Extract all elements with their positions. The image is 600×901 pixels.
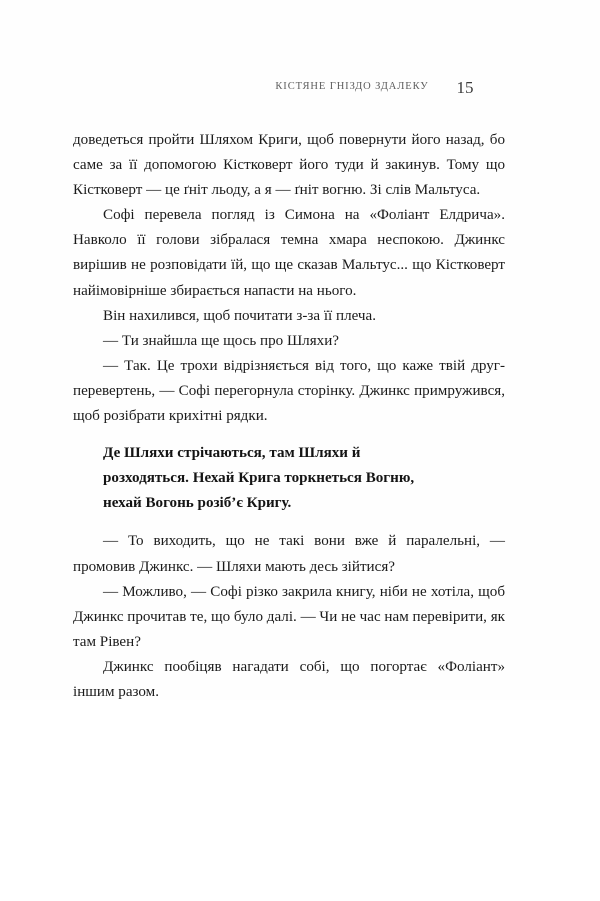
block-quote-text: Де Шляхи стрічаються, там Шляхи й розходяться. Нехай Крига торкнеться Вогню, нехай Вогонь розіб’є Кригу. bbox=[103, 445, 415, 512]
spacer bbox=[73, 429, 505, 441]
blank-page-bottom bbox=[0, 700, 600, 901]
dialogue-line: — Так. Це трохи відрізняється від того, що каже твій друг-перевертень, — Софі перегорнула сторінку. Джинкс примружився, щоб розібрати крихітні рядки. bbox=[73, 357, 505, 425]
dialogue-line: — Ти знайшла ще щось про Шляхи? bbox=[103, 332, 339, 349]
page-header-area bbox=[73, 0, 485, 110]
body-text-block bbox=[73, 128, 505, 705]
page-number: 15 bbox=[456, 78, 474, 97]
paragraph-continuation: доведеться пройти Шляхом Криги, щоб повернути його назад, бо саме за її допомогою Кістковерт його туди й закинув. Тому що Кістковерт — це ґніт льоду, а я — ґніт вогню. Зі слів Мальтуса. bbox=[73, 132, 505, 199]
dialogue-line: — То виходить, що не такі вони вже й паралельні, — промовив Джинкс. — Шляхи мають десь зійтися? bbox=[73, 533, 505, 575]
dialogue-line: — Можливо, — Софі різко закрила книгу, ніби не хотіла, щоб Джинкс прочитав те, що було далі. — Чи не час нам перевірити, як там Рівен? bbox=[73, 583, 505, 650]
spacer bbox=[73, 516, 505, 529]
paragraph: Він нахилився, щоб почитати з-за її плеча. bbox=[103, 307, 376, 324]
block-quote bbox=[73, 441, 505, 516]
running-head bbox=[146, 80, 558, 100]
running-head-title: КІСТЯНЕ ГНІЗДО ЗДАЛЕКУ bbox=[275, 81, 429, 92]
paragraph: Джинкс пообіцяв нагадати собі, що погортає «Фоліант» іншим разом. bbox=[73, 658, 505, 700]
paragraph: Софі перевела погляд із Симона на «Фоліант Елдрича». Навколо її голови зібралася темна хмара неспокою. Джинкс вирішив не розповідати їй, що ще сказав Мальтус... що Кістковерт найімовірніше збирається напасти на нього. bbox=[73, 207, 505, 299]
